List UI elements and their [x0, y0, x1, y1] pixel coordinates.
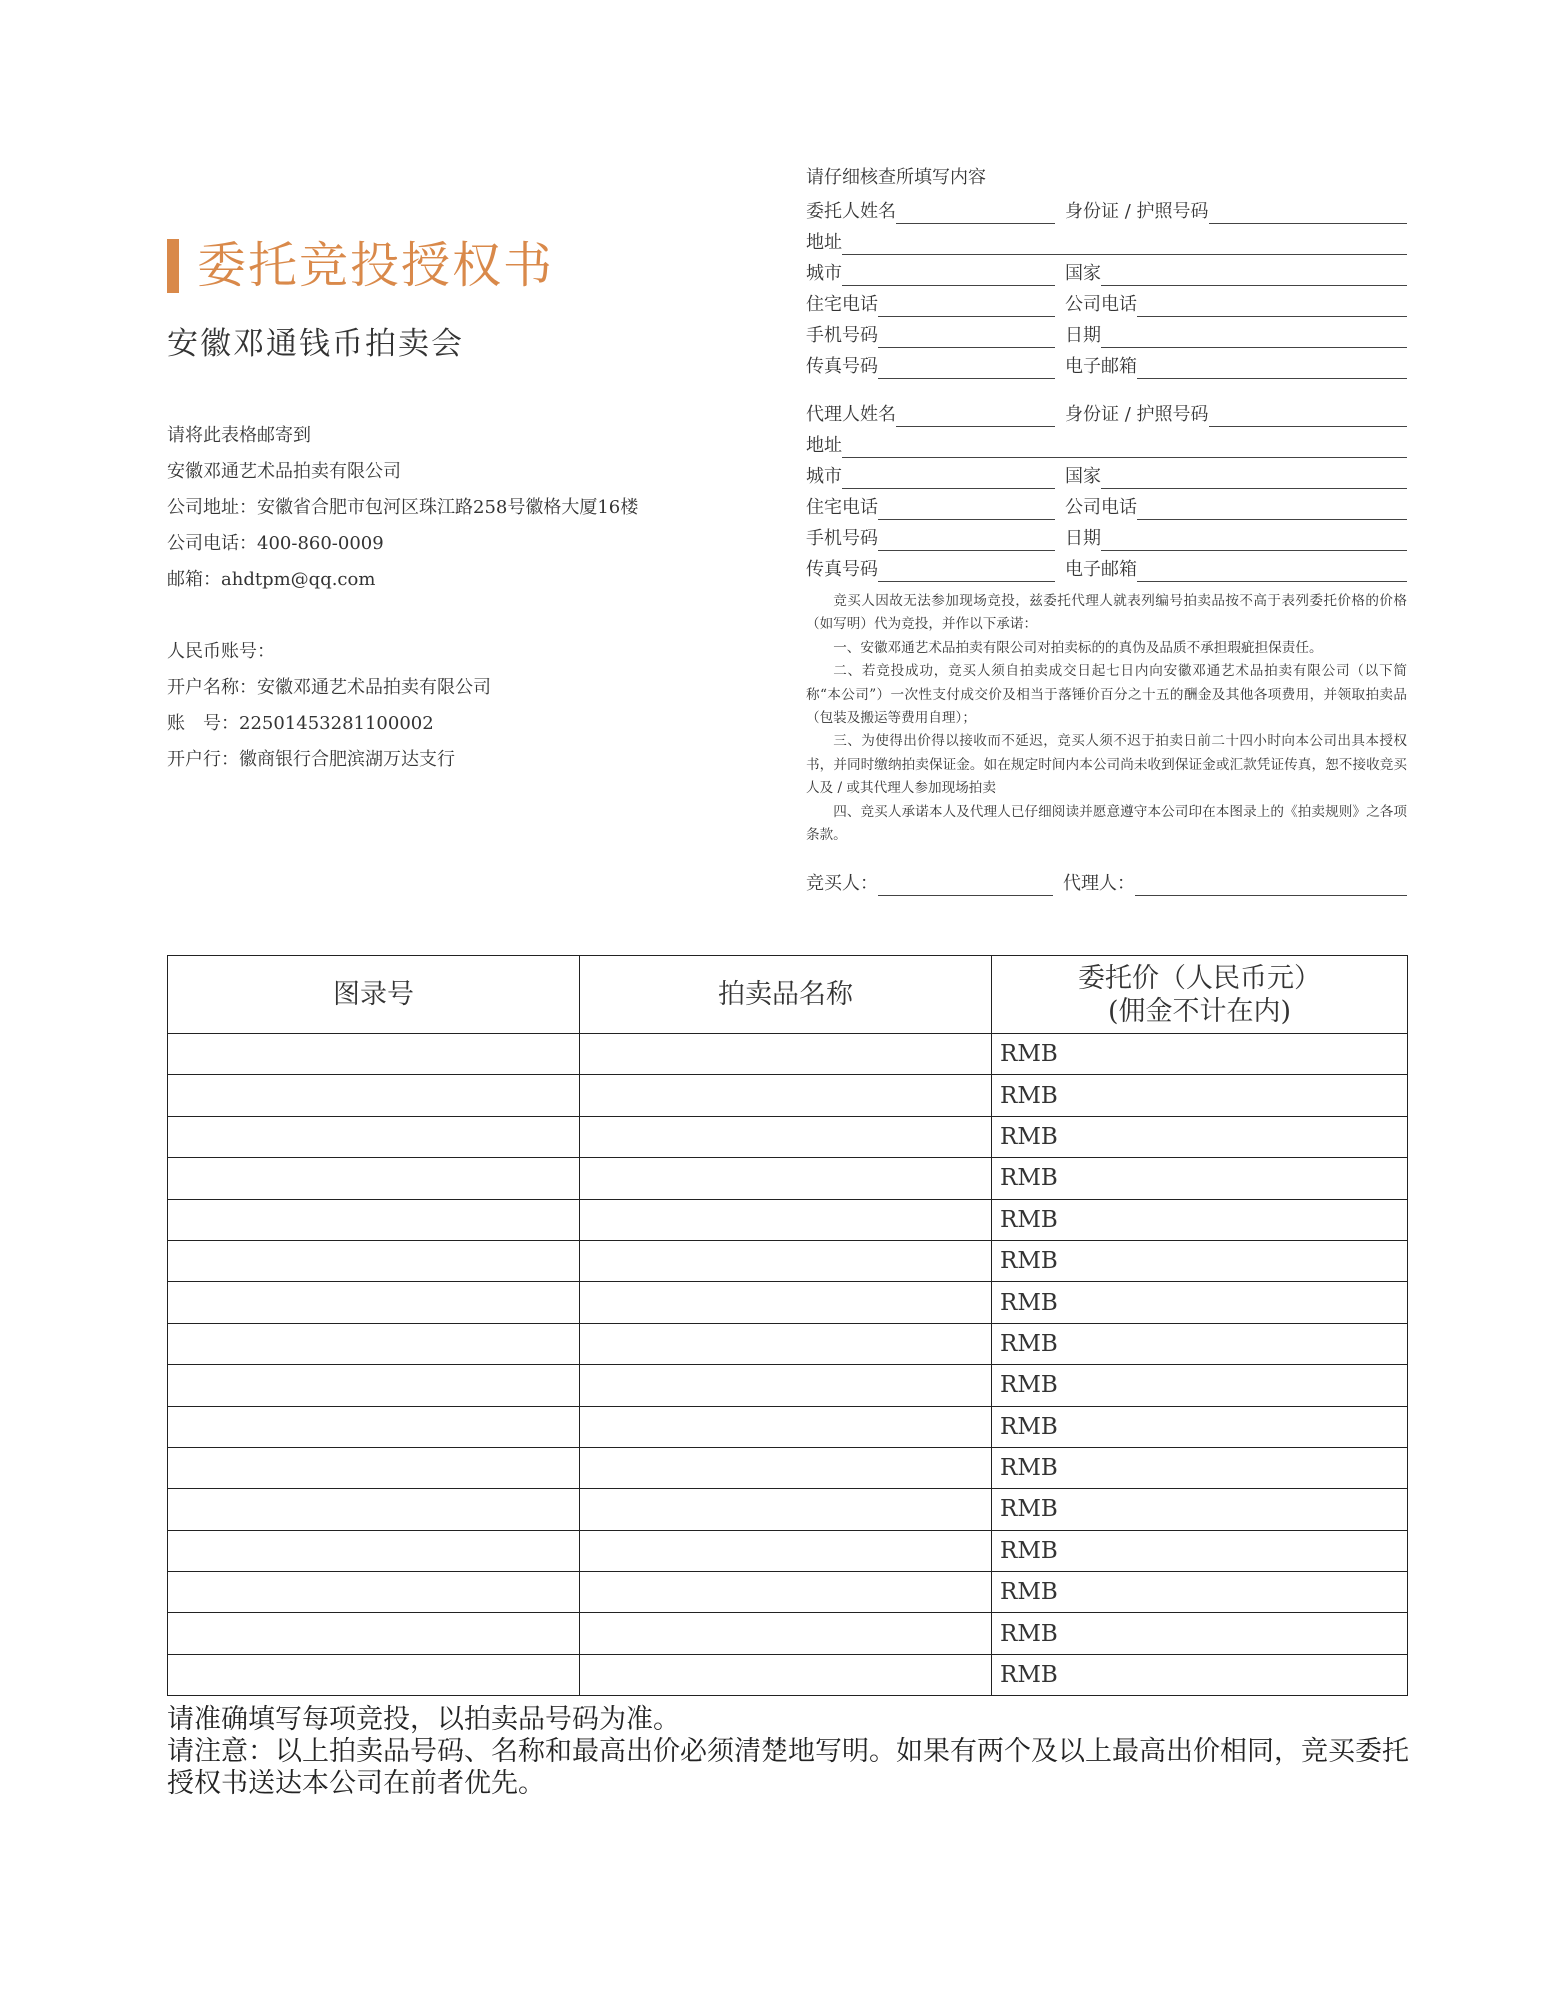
mailing-info: [167, 418, 638, 778]
header-lot-number: 图录号: [168, 956, 580, 1034]
bid-price-cell[interactable]: RMB: [992, 1282, 1408, 1323]
mail-intro: 请将此表格邮寄到: [167, 425, 311, 446]
bidder-form: [806, 162, 1407, 582]
footer-notes: [167, 1704, 1412, 1800]
agent-mobile-label: 手机号码: [806, 528, 878, 549]
lot-number-cell[interactable]: [168, 1572, 580, 1613]
agent-address-label: 地址: [806, 435, 842, 456]
lot-number-cell[interactable]: [168, 1116, 580, 1157]
agent-date-label: 日期: [1065, 528, 1101, 549]
lot-number-cell[interactable]: [168, 1075, 580, 1116]
mail-address: 公司地址：安徽省合肥市包河区珠江路258号徽格大厦16楼: [167, 497, 639, 518]
agent-id-field[interactable]: [1209, 404, 1407, 427]
item-name-cell[interactable]: [580, 1282, 992, 1323]
lot-number-cell[interactable]: [168, 1282, 580, 1323]
bidder-address-field[interactable]: [842, 232, 1407, 255]
table-row: [168, 1282, 1408, 1323]
mail-email: 邮箱：ahdtpm@qq.com: [167, 569, 376, 590]
item-name-cell[interactable]: [580, 1447, 992, 1488]
item-name-cell[interactable]: [580, 1034, 992, 1075]
bidder-fax-row: [806, 348, 1407, 379]
lot-number-cell[interactable]: [168, 1654, 580, 1695]
signature-row: [806, 866, 1407, 896]
mail-company: 安徽邓通艺术品拍卖有限公司: [167, 461, 401, 482]
bidder-name-label: 委托人姓名: [806, 201, 896, 222]
bidder-email-label: 电子邮箱: [1065, 356, 1137, 377]
terms-block: [806, 590, 1407, 847]
terms-item-1: 一、安徽邓通艺术品拍卖有限公司对拍卖标的的真伪及品质不承担瑕疵担保责任。: [833, 639, 1323, 656]
bank-account-no: 账 号：22501453281100002: [167, 713, 434, 734]
header-bid-price-line2: (佣金不计在内): [1107, 995, 1292, 1027]
terms-item-4: 四、竞买人承诺本人及代理人已仔细阅读并愿意遵守本公司印在本图录上的《拍卖规则》之各项条款。: [806, 803, 1407, 844]
title-accent-bar: [167, 239, 179, 293]
bidder-home-phone-label: 住宅电话: [806, 294, 878, 315]
lot-number-cell[interactable]: [168, 1365, 580, 1406]
table-row: [168, 1323, 1408, 1364]
lot-number-cell[interactable]: [168, 1530, 580, 1571]
agent-phone-row: [806, 489, 1407, 520]
bidder-id-field[interactable]: [1209, 201, 1407, 224]
agent-country-label: 国家: [1065, 466, 1101, 487]
bid-price-cell[interactable]: RMB: [992, 1530, 1408, 1571]
bid-price-cell[interactable]: RMB: [992, 1240, 1408, 1281]
agent-signature-label: 代理人：: [1063, 873, 1135, 894]
page-title: 委托竞投授权书: [197, 237, 555, 294]
bidder-fax-field[interactable]: [878, 356, 1055, 379]
bid-table-header: [168, 956, 1408, 1034]
bidder-city-label: 城市: [806, 263, 842, 284]
bidder-date-field[interactable]: [1101, 325, 1407, 348]
agent-address-row: [806, 427, 1407, 458]
bid-price-cell[interactable]: RMB: [992, 1323, 1408, 1364]
table-row: [168, 1406, 1408, 1447]
lot-number-cell[interactable]: [168, 1240, 580, 1281]
lot-number-cell[interactable]: [168, 1447, 580, 1488]
agent-home-phone-field[interactable]: [878, 497, 1055, 520]
agent-name-label: 代理人姓名: [806, 404, 896, 425]
lot-number-cell[interactable]: [168, 1199, 580, 1240]
bidder-mobile-label: 手机号码: [806, 325, 878, 346]
bid-price-cell[interactable]: RMB: [992, 1489, 1408, 1530]
bank-account-name: 开户名称：安徽邓通艺术品拍卖有限公司: [167, 677, 491, 698]
bid-price-cell[interactable]: RMB: [992, 1654, 1408, 1695]
lot-number-cell[interactable]: [168, 1323, 580, 1364]
bid-price-cell[interactable]: RMB: [992, 1034, 1408, 1075]
bidder-email-field[interactable]: [1137, 356, 1407, 379]
header-bid-price: [992, 956, 1408, 1034]
terms-item-2: 二、若竞投成功，竞买人须自拍卖成交日起七日内向安徽邓通艺术品拍卖有限公司（以下简称“本公司”）一次性支付成交价及相当于落锤价百分之十五的酬金及其他各项费用，并领取拍卖品（包装及搬运等费用自理）；: [806, 663, 1407, 727]
bid-price-cell[interactable]: RMB: [992, 1406, 1408, 1447]
bid-price-cell[interactable]: RMB: [992, 1572, 1408, 1613]
agent-signature-field[interactable]: [1135, 873, 1407, 896]
table-row: [168, 1075, 1408, 1116]
terms-intro: 竞买人因故无法参加现场竞投，兹委托代理人就表列编号拍卖品按不高于表列委托价格的价格（如写明）代为竞投，并作以下承诺：: [806, 593, 1407, 633]
lot-number-cell[interactable]: [168, 1406, 580, 1447]
agent-name-field[interactable]: [896, 404, 1055, 427]
bid-price-cell[interactable]: RMB: [992, 1075, 1408, 1116]
table-row: [168, 1034, 1408, 1075]
item-name-cell[interactable]: [580, 1530, 992, 1571]
mail-phone: 公司电话：400-860-0009: [167, 533, 384, 554]
agent-mobile-row: [806, 520, 1407, 551]
bidder-company-phone-label: 公司电话: [1065, 294, 1137, 315]
note-line-1: 请准确填写每项竞投，以拍卖品号码为准。: [167, 1704, 680, 1735]
agent-fax-row: [806, 551, 1407, 582]
table-row: [168, 1530, 1408, 1571]
item-name-cell[interactable]: [580, 1075, 992, 1116]
table-row: [168, 1365, 1408, 1406]
bidder-name-field[interactable]: [896, 201, 1055, 224]
agent-id-label: 身份证 / 护照号码: [1065, 404, 1209, 425]
item-name-cell[interactable]: [580, 1489, 992, 1530]
table-row: [168, 1654, 1408, 1695]
agent-mobile-field[interactable]: [878, 528, 1055, 551]
agent-address-field[interactable]: [842, 435, 1407, 458]
bid-price-cell[interactable]: RMB: [992, 1365, 1408, 1406]
lot-number-cell[interactable]: [168, 1613, 580, 1654]
item-name-cell[interactable]: [580, 1365, 992, 1406]
bid-table: [167, 955, 1408, 1696]
agent-country-field[interactable]: [1101, 466, 1407, 489]
bidder-country-label: 国家: [1065, 263, 1101, 284]
agent-name-row: [806, 396, 1407, 427]
bidder-signature-field[interactable]: [878, 873, 1053, 896]
header-bid-price-line1: 委托价（人民币元）: [1078, 962, 1321, 994]
bidder-fax-label: 传真号码: [806, 356, 878, 377]
table-row: [168, 1613, 1408, 1654]
table-row: [168, 1489, 1408, 1530]
bid-price-cell[interactable]: RMB: [992, 1447, 1408, 1488]
bid-price-cell[interactable]: RMB: [992, 1116, 1408, 1157]
page-subtitle: 安徽邓通钱币拍卖会: [167, 326, 464, 362]
table-row: [168, 1240, 1408, 1281]
terms-item-3: 三、为使得出价得以接收而不延迟，竞买人须不迟于拍卖日前二十四小时向本公司出具本授权书，并同时缴纳拍卖保证金。如在规定时间内本公司尚未收到保证金或汇款凭证传真，恕不接收竞买人及 / 或其代理人参加现场拍卖: [806, 733, 1407, 797]
table-row: [168, 1158, 1408, 1199]
bidder-mobile-field[interactable]: [878, 325, 1055, 348]
bidder-signature-label: 竞买人：: [806, 873, 878, 894]
lot-number-cell[interactable]: [168, 1489, 580, 1530]
item-name-cell[interactable]: [580, 1158, 992, 1199]
bidder-city-row: [806, 255, 1407, 286]
note-line-2: 请注意：以上拍卖品号码、名称和最高出价必须清楚地写明。如果有两个及以上最高出价相同，竞买委托授权书送达本公司在前者优先。: [167, 1736, 1409, 1799]
bid-price-cell[interactable]: RMB: [992, 1158, 1408, 1199]
item-name-cell[interactable]: [580, 1199, 992, 1240]
bidder-country-field[interactable]: [1101, 263, 1407, 286]
bidder-id-label: 身份证 / 护照号码: [1065, 201, 1209, 222]
item-name-cell[interactable]: [580, 1406, 992, 1447]
bidder-name-row: [806, 193, 1407, 224]
agent-email-label: 电子邮箱: [1065, 559, 1137, 580]
agent-company-phone-label: 公司电话: [1065, 497, 1137, 518]
bidder-company-phone-field[interactable]: [1137, 294, 1407, 317]
agent-city-label: 城市: [806, 466, 842, 487]
item-name-cell[interactable]: [580, 1654, 992, 1695]
item-name-cell[interactable]: [580, 1323, 992, 1364]
check-note: 请仔细核查所填写内容: [806, 167, 986, 188]
table-row: [168, 1572, 1408, 1613]
agent-home-phone-label: 住宅电话: [806, 497, 878, 518]
bidder-date-label: 日期: [1065, 325, 1101, 346]
agent-fax-label: 传真号码: [806, 559, 878, 580]
header-item-name: 拍卖品名称: [580, 956, 992, 1034]
bank-heading: 人民币账号：: [167, 641, 275, 662]
item-name-cell[interactable]: [580, 1613, 992, 1654]
item-name-cell[interactable]: [580, 1572, 992, 1613]
bidder-address-row: [806, 224, 1407, 255]
agent-city-field[interactable]: [842, 466, 1055, 489]
bidder-address-label: 地址: [806, 232, 842, 253]
table-row: [168, 1447, 1408, 1488]
bidder-city-field[interactable]: [842, 263, 1055, 286]
agent-city-row: [806, 458, 1407, 489]
agent-company-phone-field[interactable]: [1137, 497, 1407, 520]
agent-fax-field[interactable]: [878, 559, 1055, 582]
item-name-cell[interactable]: [580, 1240, 992, 1281]
bid-price-cell[interactable]: RMB: [992, 1613, 1408, 1654]
table-row: [168, 1116, 1408, 1157]
agent-date-field[interactable]: [1101, 528, 1407, 551]
lot-number-cell[interactable]: [168, 1034, 580, 1075]
bidder-phone-row: [806, 286, 1407, 317]
title-block: [167, 236, 554, 296]
agent-email-field[interactable]: [1137, 559, 1407, 582]
bidder-home-phone-field[interactable]: [878, 294, 1055, 317]
bank-branch: 开户行：徽商银行合肥滨湖万达支行: [167, 749, 455, 770]
bidder-mobile-row: [806, 317, 1407, 348]
table-row: [168, 1199, 1408, 1240]
item-name-cell[interactable]: [580, 1116, 992, 1157]
bid-price-cell[interactable]: RMB: [992, 1199, 1408, 1240]
lot-number-cell[interactable]: [168, 1158, 580, 1199]
